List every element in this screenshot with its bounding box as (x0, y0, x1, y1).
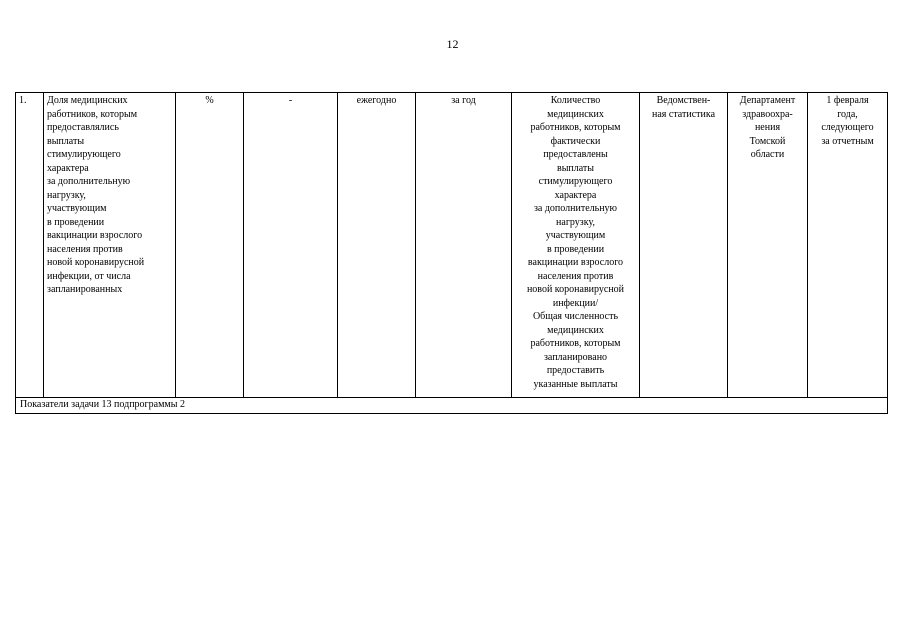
text-line: 1 февраля (826, 95, 869, 106)
text-line: характера (47, 162, 89, 174)
text-line: выплаты (556, 162, 595, 174)
text-line: Количество (550, 95, 601, 106)
text-line: нагрузку, (556, 216, 595, 228)
indicator-name-lines (47, 94, 172, 297)
text-line: за дополнительную (47, 176, 131, 187)
text-line: населения против (537, 270, 614, 282)
text-line: предоставлялись (47, 122, 119, 133)
text-line: запланированных (47, 284, 123, 295)
indicator-name-cell (44, 93, 176, 398)
indicator-table (15, 92, 888, 414)
source-cell (640, 93, 728, 398)
text-line: участвующим (545, 230, 606, 241)
periodicity-cell: ежегодно (338, 93, 416, 398)
text-line: указанные выплаты (533, 378, 618, 390)
text-line: нения (754, 122, 781, 133)
text-line: предоставлены (543, 149, 608, 160)
text-line: выплаты (47, 135, 85, 147)
text-line: работников, которым (530, 338, 621, 349)
section-caption: Показатели задачи 13 подпрограммы 2 (16, 398, 888, 414)
text-line: Ведомствен- (656, 95, 711, 106)
text-line: предоставить (546, 365, 605, 376)
text-line: населения против (47, 243, 123, 255)
table-row (16, 93, 888, 398)
page-number: 12 (446, 37, 459, 51)
text-line: в проведении (47, 216, 105, 228)
text-line: работников, которым (47, 108, 138, 120)
text-line: работников, которым (530, 122, 621, 133)
source-lines (643, 94, 724, 121)
period-cell: за год (416, 93, 512, 398)
text-line: Департамент (739, 95, 796, 106)
text-line: запланировано (543, 351, 608, 363)
dash-cell: - (244, 93, 338, 398)
text-line: инфекции/ (552, 297, 599, 309)
text-line: за дополнительную (533, 203, 618, 214)
responsible-cell (728, 93, 808, 398)
text-line: новой коронавирусной (526, 284, 625, 295)
text-line: участвующим (47, 203, 107, 214)
responsible-lines (731, 94, 804, 162)
text-line: года, (837, 108, 858, 120)
text-line: инфекции, от числа (47, 270, 131, 282)
formula-lines (515, 94, 636, 391)
text-line: в проведении (546, 243, 605, 255)
text-line: следующего (821, 122, 874, 133)
text-line: медицинских (547, 324, 604, 336)
text-line: здравоохра- (742, 108, 793, 120)
row-number-cell: 1. (16, 93, 44, 398)
text-line: вакцинации взрослого (47, 230, 143, 241)
text-line: новой коронавирусной (47, 257, 145, 268)
text-line: характера (554, 189, 597, 201)
unit-cell: % (176, 93, 244, 398)
table-footer-row (16, 398, 888, 414)
text-line: фактически (550, 135, 601, 147)
text-line: стимулирующего (47, 149, 121, 160)
text-line: ная статистика (651, 108, 716, 120)
text-line: медицинских (547, 108, 604, 120)
formula-cell (512, 93, 640, 398)
text-line: нагрузку, (47, 189, 86, 201)
text-line: стимулирующего (538, 176, 613, 187)
deadline-lines (811, 94, 884, 148)
deadline-cell (808, 93, 888, 398)
text-line: вакцинации взрослого (527, 257, 624, 268)
text-line: Томской (749, 135, 786, 147)
text-line: за отчетным (821, 135, 874, 147)
text-line: области (750, 149, 785, 160)
text-line: Общая численность (532, 311, 619, 322)
text-line: Доля медицинских (47, 95, 128, 106)
